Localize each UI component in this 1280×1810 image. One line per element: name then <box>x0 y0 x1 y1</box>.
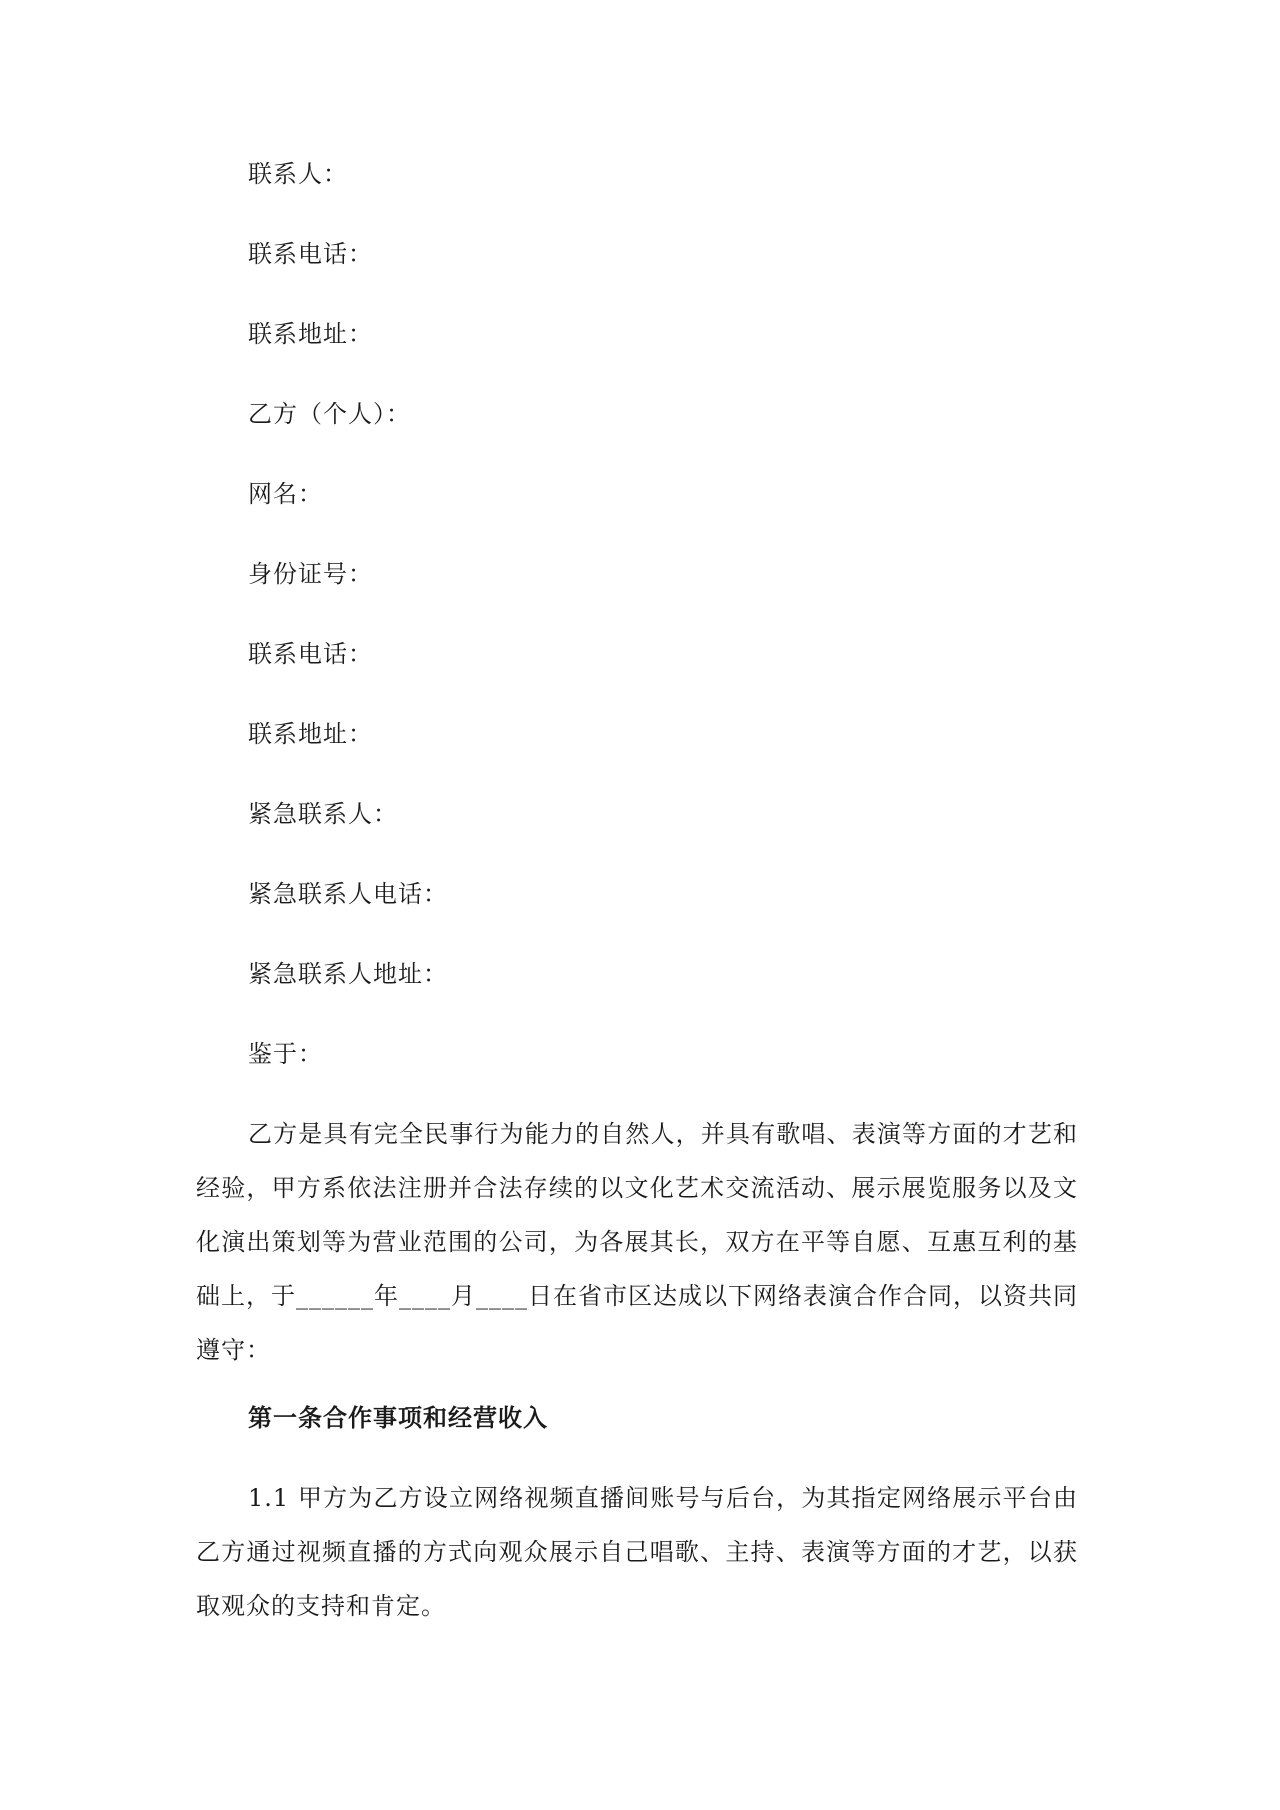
party-b-label: 乙方（个人）： <box>248 400 411 428</box>
contact-address-label: 联系地址： <box>248 320 373 348</box>
party-b-phone-label: 联系电话： <box>248 640 373 668</box>
id-number-label: 身份证号： <box>248 560 373 588</box>
whereas-label: 鉴于： <box>248 1040 323 1068</box>
clause-1-1: 1.1 甲方为乙方设立网络视频直播间账号与后台，为其指定网络展示平台由乙方通过视频直播的方式向观众展示自己唱歌、主持、表演等方面的才艺，以获取观众的支持和肯定。 <box>196 1484 1078 1620</box>
recital-paragraph: 乙方是具有完全民事行为能力的自然人，并具有歌唱、表演等方面的才艺和经验，甲方系依法注册并合法存续的以文化艺术交流活动、展示展览服务以及文化演出策划等为营业范围的公司，为各展其长，双方在平等自愿、互惠互利的基础上，于______年____月____日在省市区达成以下网络表演合作合同，以资共同遵守： <box>196 1120 1078 1364</box>
nickname-label: 网名： <box>248 480 323 508</box>
article-1-title: 第一条合作事项和经营收入 <box>248 1403 548 1432</box>
emergency-contact-address-label: 紧急联系人地址： <box>248 960 448 988</box>
emergency-contact-label: 紧急联系人： <box>248 800 398 828</box>
contact-person-label: 联系人： <box>248 160 348 188</box>
contact-phone-label: 联系电话： <box>248 240 373 268</box>
party-b-address-label: 联系地址： <box>248 720 373 748</box>
emergency-contact-phone-label: 紧急联系人电话： <box>248 880 448 908</box>
